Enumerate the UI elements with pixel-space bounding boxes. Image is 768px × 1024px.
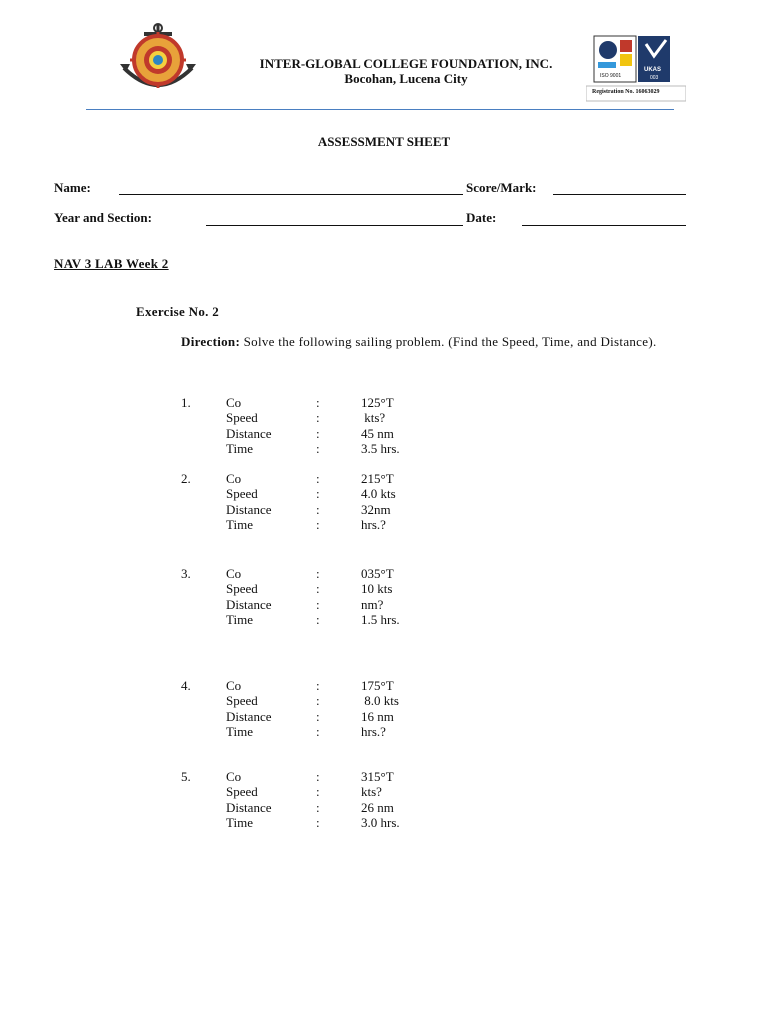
problem-5: 5. Co : 315°T Speed : kts? Distance : 26 nm Time : 3.0 hrs. (181, 769, 400, 830)
direction-label: Direction: (181, 334, 241, 349)
distance-label: Distance (226, 501, 272, 517)
co-label: Co (226, 566, 242, 581)
speed-value: 10 kts (361, 581, 393, 597)
distance-value: 26 nm (361, 799, 394, 815)
problem-1: 1. Co : 125°T Speed : kts? Distance : 45 nm Time : 3.5 hrs. (181, 395, 400, 456)
co-value: 215°T (361, 471, 394, 486)
co-label: Co (226, 678, 242, 693)
speed-label: Speed (226, 784, 258, 800)
time-label: Time (226, 723, 253, 739)
time-label: Time (226, 814, 253, 830)
co-value: 175°T (361, 678, 394, 693)
score-field[interactable] (553, 194, 686, 195)
exercise-heading: Exercise No. 2 (136, 304, 220, 319)
distance-value: 16 nm (361, 708, 394, 724)
problem-number: 3. (181, 566, 191, 581)
problem-2: 2. Co : 215°T Speed : 4.0 kts Distance : 32nm Time : hrs.? (181, 471, 396, 532)
co-value: 125°T (361, 395, 394, 410)
problem-number: 5. (181, 769, 191, 784)
time-label: Time (226, 440, 253, 456)
time-value: 1.5 hrs. (361, 611, 400, 627)
problem-number: 1. (181, 395, 191, 410)
time-label: Time (226, 611, 253, 627)
year-section-field[interactable] (206, 225, 463, 226)
speed-value: kts? (361, 410, 386, 426)
page-title: ASSESSMENT SHEET (317, 134, 451, 149)
direction-text (181, 334, 677, 349)
direction-body: Solve the following sailing problem. (Find the Speed, Time, and Distance). (240, 334, 657, 349)
co-label: Co (226, 769, 242, 784)
name-label: Name: (54, 180, 91, 195)
speed-value: 4.0 kts (361, 486, 396, 502)
problem-3: 3. Co : 035°T Speed : 10 kts Distance : nm? Time : 1.5 hrs. (181, 566, 400, 627)
year-section-label: Year and Section: (54, 210, 152, 225)
distance-label: Distance (226, 799, 272, 815)
header-divider (86, 109, 674, 110)
time-value: hrs.? (361, 516, 386, 532)
speed-value: 8.0 kts (361, 693, 399, 709)
speed-label: Speed (226, 581, 258, 597)
distance-value: 45 nm (361, 425, 394, 441)
registration-number: Registration No. 16063029 (592, 89, 660, 95)
date-field[interactable] (522, 225, 686, 226)
time-label: Time (226, 516, 253, 532)
problem-number: 2. (181, 471, 191, 486)
iso-label: ISO 9001 (600, 73, 622, 79)
distance-label: Distance (226, 596, 272, 612)
co-value: 315°T (361, 769, 394, 784)
ukas-label: UKAS (644, 67, 662, 73)
name-field[interactable] (119, 194, 463, 195)
distance-label: Distance (226, 425, 272, 441)
speed-label: Speed (226, 486, 258, 502)
ukas-code: 003 (650, 75, 659, 81)
distance-value: 32nm (361, 501, 391, 517)
time-value: 3.5 hrs. (361, 440, 400, 456)
certification-badges (586, 34, 686, 102)
speed-value: kts? (361, 784, 382, 800)
co-label: Co (226, 471, 242, 486)
time-value: hrs.? (361, 723, 386, 739)
date-label: Date: (466, 210, 497, 225)
speed-label: Speed (226, 410, 258, 426)
speed-label: Speed (226, 693, 258, 709)
problem-number: 4. (181, 678, 191, 693)
score-label: Score/Mark: (466, 180, 537, 195)
time-value: 3.0 hrs. (361, 814, 400, 830)
co-value: 035°T (361, 566, 394, 581)
problem-4: 4. Co : 175°T Speed : 8.0 kts Distance : 16 nm Time : hrs.? (181, 678, 399, 739)
co-label: Co (226, 395, 242, 410)
distance-value: nm? (361, 596, 384, 612)
institution-address: Bocohan, Lucena City (344, 71, 468, 86)
distance-label: Distance (226, 708, 272, 724)
institution-name: INTER-GLOBAL COLLEGE FOUNDATION, INC. (259, 56, 553, 71)
course-heading: NAV 3 LAB Week 2 (54, 256, 169, 271)
